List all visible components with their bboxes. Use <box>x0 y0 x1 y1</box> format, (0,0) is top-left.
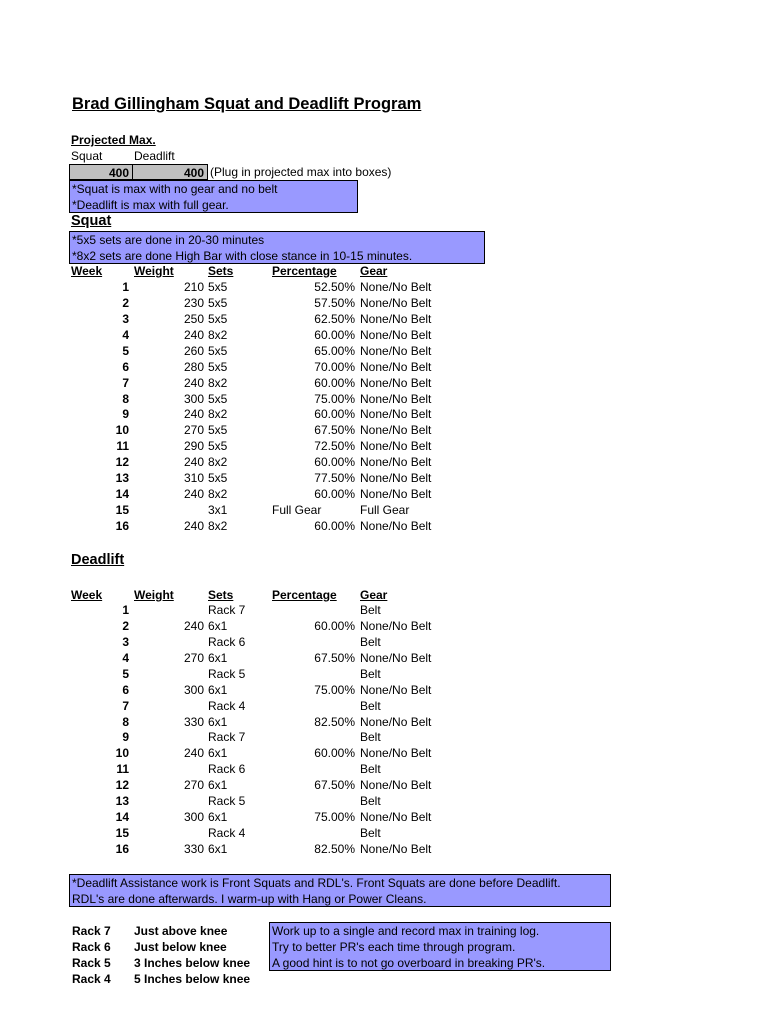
weight-cell: 330 <box>183 714 204 729</box>
sets-cell: 8x2 <box>208 455 228 470</box>
squat-notes-box <box>69 231 485 264</box>
sets-cell: 6x1 <box>208 714 228 729</box>
weight-cell: 280 <box>183 359 204 374</box>
week-cell: 2 <box>122 295 129 310</box>
gear-cell: None/No Belt <box>360 714 432 729</box>
gear-cell: None/No Belt <box>360 407 432 422</box>
sets-cell: 6x1 <box>208 682 228 697</box>
percentage-cell: 60.00% <box>314 407 355 422</box>
gear-cell: None/No Belt <box>360 518 432 533</box>
rack-label: Rack 4 <box>72 972 111 986</box>
week-cell: 1 <box>122 603 129 617</box>
max-notes-box <box>69 180 358 213</box>
sets-cell: 8x2 <box>208 518 228 533</box>
sets-cell: Rack 6 <box>208 634 246 649</box>
gear-cell: None/No Belt <box>360 746 432 761</box>
rack-label: Rack 5 <box>72 956 111 970</box>
gear-cell: None/No Belt <box>360 359 432 374</box>
squat-row <box>0 343 768 359</box>
weight-cell: 210 <box>183 280 204 294</box>
weight-cell: 240 <box>183 407 204 422</box>
percentage-cell: 67.50% <box>314 778 355 793</box>
week-cell: 16 <box>115 841 129 856</box>
gear-cell: None/No Belt <box>360 391 432 406</box>
percentage-cell: 75.00% <box>314 391 355 406</box>
percentage-cell: 60.00% <box>314 746 355 761</box>
week-cell: 3 <box>122 311 129 326</box>
percentage-cell: 65.00% <box>314 343 355 358</box>
week-cell: 7 <box>122 698 129 713</box>
sets-cell: 6x1 <box>208 650 228 665</box>
deadlift-row <box>0 745 768 761</box>
percentage-cell: 77.50% <box>314 471 355 486</box>
week-cell: 11 <box>116 762 129 777</box>
sets-cell: 5x5 <box>208 343 228 358</box>
gear-cell: None/No Belt <box>360 471 432 486</box>
sets-cell: 5x5 <box>208 439 228 454</box>
percentage-cell: 72.50% <box>314 439 355 454</box>
week-cell: 6 <box>122 682 129 697</box>
gear-cell: None/No Belt <box>360 650 432 665</box>
sets-cell: 5x5 <box>208 295 228 310</box>
percentage-cell: 60.00% <box>314 375 355 390</box>
week-cell: 15 <box>115 503 129 518</box>
week-cell: 9 <box>122 730 129 745</box>
week-cell: 6 <box>122 359 129 374</box>
weight-cell: 300 <box>183 682 204 697</box>
week-cell: 12 <box>115 455 129 470</box>
tip-line: Try to better PR's each time through program. <box>272 940 516 954</box>
max-note-line: *Squat is max with no gear and no belt <box>72 182 278 196</box>
weight-cell: 290 <box>183 439 204 454</box>
assistance-note-box <box>69 874 611 907</box>
percentage-cell: 60.00% <box>314 487 355 502</box>
squat-table-header <box>0 263 768 279</box>
gear-cell: Full Gear <box>360 503 410 518</box>
week-cell: 5 <box>122 666 129 681</box>
sets-cell: 6x1 <box>208 618 228 633</box>
weight-cell: 240 <box>183 518 204 533</box>
col-sets-header: Sets <box>208 588 234 602</box>
percentage-cell: Full Gear <box>272 503 322 518</box>
squat-row <box>0 359 768 375</box>
rack-legend-row <box>0 971 768 987</box>
week-cell: 14 <box>115 810 129 825</box>
gear-cell: Belt <box>360 666 381 681</box>
weight-cell: 240 <box>183 455 204 470</box>
rack-description: Just below knee <box>134 940 227 954</box>
sets-cell: Rack 7 <box>208 603 246 617</box>
squat-row <box>0 486 768 502</box>
week-cell: 13 <box>115 794 129 809</box>
deadlift-row <box>0 729 768 745</box>
sets-cell: 6x1 <box>208 746 228 761</box>
deadlift-table-header <box>0 587 768 603</box>
sets-cell: 8x2 <box>208 375 228 390</box>
deadlift-row <box>0 666 768 682</box>
deadlift-heading: Deadlift <box>71 552 125 568</box>
gear-cell: None/No Belt <box>360 618 432 633</box>
sets-cell: 8x2 <box>208 487 228 502</box>
deadlift-row <box>0 634 768 650</box>
weight-cell: 240 <box>183 327 204 342</box>
squat-max-label: Squat <box>71 149 103 163</box>
squat-row <box>0 295 768 311</box>
sets-cell: 6x1 <box>208 841 228 856</box>
sets-cell: 8x2 <box>208 407 228 422</box>
gear-cell: None/No Belt <box>360 311 432 326</box>
percentage-cell: 60.00% <box>314 618 355 633</box>
percentage-cell: 60.00% <box>314 518 355 533</box>
week-cell: 1 <box>122 280 129 294</box>
deadlift-max-input[interactable]: 400 <box>132 164 208 180</box>
gear-cell: None/No Belt <box>360 423 432 438</box>
squat-row <box>0 502 768 518</box>
squat-note-line: *5x5 sets are done in 20-30 minutes <box>72 233 265 247</box>
weight-cell: 260 <box>183 343 204 358</box>
week-cell: 8 <box>122 714 129 729</box>
col-gear-header: Gear <box>360 588 388 602</box>
week-cell: 2 <box>122 618 129 633</box>
gear-cell: Belt <box>360 634 381 649</box>
sets-cell: 6x1 <box>208 778 228 793</box>
gear-cell: Belt <box>360 762 381 777</box>
deadlift-row <box>0 777 768 793</box>
sets-cell: 5x5 <box>208 311 228 326</box>
sets-cell: 5x5 <box>208 391 228 406</box>
deadlift-row <box>0 682 768 698</box>
weight-cell: 270 <box>183 423 204 438</box>
rack-description: 3 Inches below knee <box>134 956 251 970</box>
col-sets-header: Sets <box>208 264 234 278</box>
week-cell: 14 <box>115 487 129 502</box>
gear-cell: None/No Belt <box>360 439 432 454</box>
col-week-header: Week <box>71 588 103 602</box>
week-cell: 12 <box>115 778 129 793</box>
max-note-line: *Deadlift is max with full gear. <box>72 198 229 212</box>
gear-cell: Belt <box>360 603 381 617</box>
sets-cell: 3x1 <box>208 503 228 518</box>
deadlift-row <box>0 602 768 618</box>
deadlift-max-label: Deadlift <box>134 149 175 163</box>
week-cell: 3 <box>122 634 129 649</box>
deadlift-row <box>0 650 768 666</box>
gear-cell: None/No Belt <box>360 841 432 856</box>
deadlift-row <box>0 841 768 857</box>
rack-description: 5 Inches below knee <box>134 972 251 986</box>
tip-line: A good hint is to not go overboard in breaking PR's. <box>272 956 546 970</box>
week-cell: 13 <box>115 471 129 486</box>
rack-label: Rack 6 <box>72 940 111 954</box>
deadlift-row <box>0 714 768 730</box>
percentage-cell: 62.50% <box>314 311 355 326</box>
percentage-cell: 70.00% <box>314 359 355 374</box>
deadlift-row <box>0 761 768 777</box>
weight-cell: 270 <box>183 778 204 793</box>
gear-cell: None/No Belt <box>360 295 432 310</box>
rack-label: Rack 7 <box>72 924 111 938</box>
tips-box <box>269 922 611 971</box>
sets-cell: Rack 5 <box>208 794 246 809</box>
gear-cell: None/No Belt <box>360 327 432 342</box>
sets-cell: 5x5 <box>208 359 228 374</box>
sets-cell: Rack 7 <box>208 730 246 745</box>
week-cell: 10 <box>115 746 129 761</box>
projected-max-heading: Projected Max. <box>71 133 156 147</box>
week-cell: 8 <box>122 391 129 406</box>
squat-row <box>0 311 768 327</box>
sets-cell: 5x5 <box>208 423 228 438</box>
weight-cell: 240 <box>183 375 204 390</box>
sets-cell: 5x5 <box>208 471 228 486</box>
gear-cell: None/No Belt <box>360 455 432 470</box>
weight-cell: 310 <box>183 471 204 486</box>
sets-cell: 5x5 <box>208 280 228 294</box>
squat-row <box>0 438 768 454</box>
gear-cell: Belt <box>360 730 381 745</box>
squat-heading: Squat <box>71 213 112 229</box>
percentage-cell: 67.50% <box>314 650 355 665</box>
squat-row <box>0 518 768 534</box>
week-cell: 4 <box>122 650 129 665</box>
squat-row <box>0 406 768 422</box>
col-percentage-header: Percentage <box>272 588 337 602</box>
week-cell: 10 <box>115 423 129 438</box>
sets-cell: 6x1 <box>208 810 228 825</box>
weight-cell: 330 <box>183 841 204 856</box>
weight-cell: 230 <box>183 295 204 310</box>
page-title: Brad Gillingham Squat and Deadlift Program <box>72 95 422 113</box>
gear-cell: Belt <box>360 826 381 841</box>
weight-cell: 300 <box>183 391 204 406</box>
squat-row <box>0 327 768 343</box>
week-cell: 11 <box>116 439 129 454</box>
squat-row <box>0 391 768 407</box>
col-week-header: Week <box>71 264 103 278</box>
col-weight-header: Weight <box>134 264 174 278</box>
squat-row <box>0 470 768 486</box>
percentage-cell: 60.00% <box>314 455 355 470</box>
percentage-cell: 60.00% <box>314 327 355 342</box>
gear-cell: Belt <box>360 698 381 713</box>
sets-cell: Rack 6 <box>208 762 246 777</box>
weight-cell: 240 <box>183 746 204 761</box>
squat-row <box>0 279 768 295</box>
deadlift-row <box>0 793 768 809</box>
week-cell: 9 <box>122 407 129 422</box>
percentage-cell: 75.00% <box>314 810 355 825</box>
gear-cell: Belt <box>360 794 381 809</box>
col-gear-header: Gear <box>360 264 388 278</box>
sets-cell: Rack 5 <box>208 666 246 681</box>
squat-note-line: *8x2 sets are done High Bar with close stance in 10-15 minutes. <box>72 249 413 263</box>
sets-cell: Rack 4 <box>208 826 246 841</box>
week-cell: 16 <box>115 518 129 533</box>
deadlift-row <box>0 698 768 714</box>
rack-description: Just above knee <box>134 924 228 938</box>
plug-note: (Plug in projected max into boxes) <box>210 165 392 179</box>
gear-cell: None/No Belt <box>360 375 432 390</box>
week-cell: 7 <box>122 375 129 390</box>
week-cell: 5 <box>122 343 129 358</box>
percentage-cell: 52.50% <box>314 280 355 294</box>
squat-row <box>0 422 768 438</box>
sets-cell: Rack 4 <box>208 698 246 713</box>
squat-row <box>0 375 768 391</box>
gear-cell: None/No Belt <box>360 280 432 294</box>
percentage-cell: 82.50% <box>314 841 355 856</box>
percentage-cell: 75.00% <box>314 682 355 697</box>
percentage-cell: 57.50% <box>314 295 355 310</box>
col-percentage-header: Percentage <box>272 264 337 278</box>
col-weight-header: Weight <box>134 588 174 602</box>
gear-cell: None/No Belt <box>360 778 432 793</box>
weight-cell: 250 <box>183 311 204 326</box>
gear-cell: None/No Belt <box>360 487 432 502</box>
squat-row <box>0 454 768 470</box>
percentage-cell: 82.50% <box>314 714 355 729</box>
weight-cell: 270 <box>183 650 204 665</box>
assistance-note-line: RDL's are done afterwards. I warm-up with Hang or Power Cleans. <box>72 892 427 906</box>
weight-cell: 240 <box>183 618 204 633</box>
assistance-note-line: *Deadlift Assistance work is Front Squats and RDL's. Front Squats are done before Deadlift. <box>72 876 561 890</box>
deadlift-row <box>0 825 768 841</box>
gear-cell: None/No Belt <box>360 682 432 697</box>
deadlift-row <box>0 809 768 825</box>
tip-line: Work up to a single and record max in training log. <box>272 924 540 938</box>
week-cell: 15 <box>115 826 129 841</box>
gear-cell: None/No Belt <box>360 810 432 825</box>
weight-cell: 240 <box>183 487 204 502</box>
sets-cell: 8x2 <box>208 327 228 342</box>
weight-cell: 300 <box>183 810 204 825</box>
deadlift-row <box>0 618 768 634</box>
week-cell: 4 <box>122 327 129 342</box>
squat-max-input[interactable]: 400 <box>69 164 133 180</box>
gear-cell: None/No Belt <box>360 343 432 358</box>
percentage-cell: 67.50% <box>314 423 355 438</box>
